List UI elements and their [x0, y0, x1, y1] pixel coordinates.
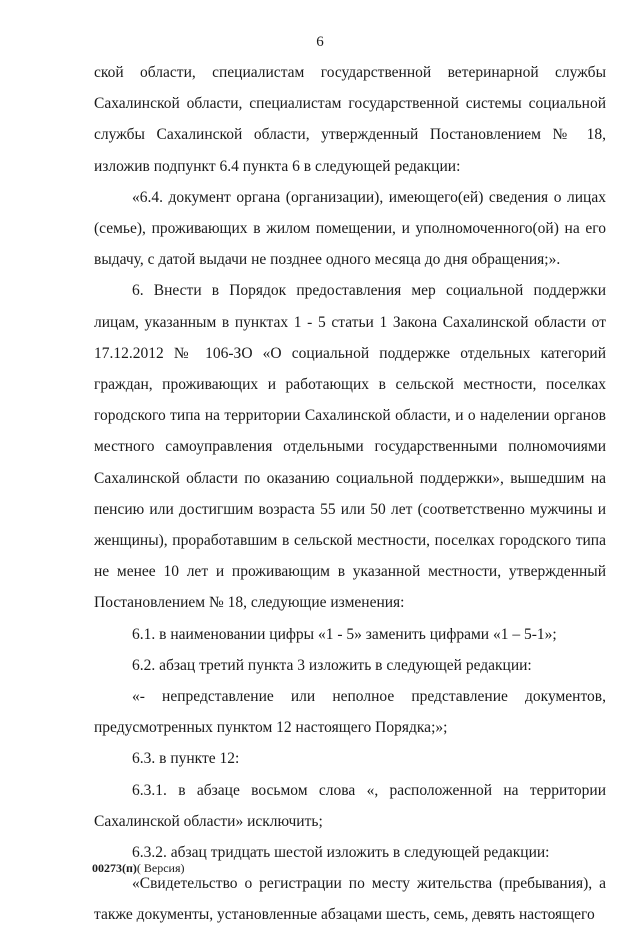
paragraph-item-6-3-2: 6.3.2. абзац тридцать шестой изложить в следующей редакции:	[132, 844, 550, 862]
paragraph-quote-6-4: «6.4. документ органа (организации), имеющего(ей) сведения о лицах (семье), проживающих в жилом помещении, и уполномоченного(ой) на его выдачу, с датой выдачи не позднее одного месяца до дня обращения;».	[94, 188, 606, 269]
document-code: 00273(п)	[92, 861, 137, 875]
paragraph-item-6-3: 6.3. в пункте 12:	[132, 750, 240, 768]
paragraph-item-6: 6. Внести в Порядок предоставления мер социальной поддержки лицам, указанным в пунктах 1 - 5 статьи 1 Закона Сахалинской области от 17.12.2012 № 106-ЗО «О социальной поддержке отдельных категорий граждан, проживающих и работающих в сельской местности, поселках городского типа на территории Сахалинской области, и о наделении органов местного самоуправления отдельными государственными полномочиями Сахалинской области по оказанию социальной поддержки», вышедшим на пенсию или достигшим возраста 55 или 50 лет (соответственно мужчины и женщины), проработавшим в сельской местности, поселках городского типа не менее 10 лет и проживающим в указанной местности, утвержденный Постановлением № 18, следующие изменения:	[94, 282, 606, 612]
paragraph-item-6-2: 6.2. абзац третий пункта 3 изложить в следующей редакции:	[132, 656, 532, 674]
paragraph-item-6-1: 6.1. в наименовании цифры «1 - 5» заменить цифрами «1 – 5-1»;	[132, 625, 557, 643]
paragraph-quote-6-3-2: «Свидетельство о регистрации по месту жительства (пребывания), а также документы, установленные абзацами шесть, семь, девять настоящего	[94, 875, 606, 924]
document-footer	[92, 861, 185, 876]
document-version: ( Версия)	[136, 861, 185, 875]
paragraph-continuation: ской области, специалистам государственной ветеринарной службы Сахалинской области, специалистам государственной системы социальной службы Сахалинской области, утвержденный Постановлением № 18, изложив подпункт 6.4 пункта 6 в следующей редакции:	[94, 64, 606, 175]
paragraph-item-6-3-1: 6.3.1. в абзаце восьмом слова «, расположенной на территории Сахалинской области» исключить;	[94, 781, 606, 830]
document-body	[94, 57, 606, 931]
page-number: 6	[316, 34, 324, 50]
paragraph-quote-6-2: «- непредставление или неполное представление документов, предусмотренных пунктом 12 настоящего Порядка;»;	[94, 688, 606, 737]
